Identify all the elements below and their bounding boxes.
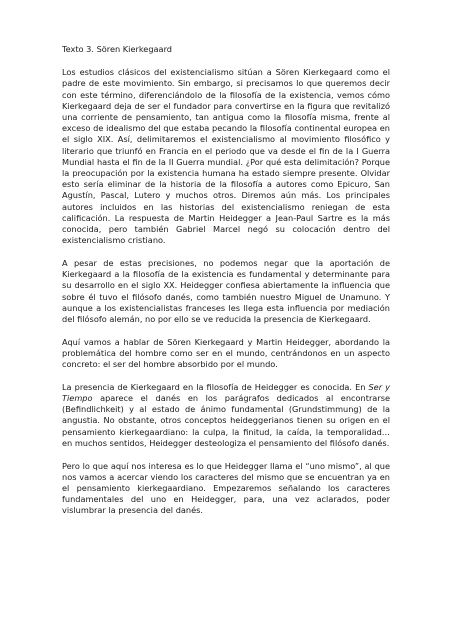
paragraph-1 bbox=[62, 67, 390, 246]
paragraph-text: A pesar de estas precisiones, no podemos negar que la aportación de Kierkegaard a la filosofía de la existencia es fundamental y determinante para su desarrollo en el siglo XX. Heidegger confiesa abiertamente la influencia que sobre él tuvo el filósofo danés, como también nuestro Miguel de Unamuno. Y aunque a los existencialistas franceses les llega esta influencia por mediación del filósofo alemán, no por ello se ve reducida la presencia de Kierkegaard. bbox=[62, 257, 390, 324]
paragraph-text: Pero lo que aquí nos interesa es lo que Heidegger llama el “uno mismo”, al que nos vamos a acercar viendo los caracteres del mismo que se encuentran ya en el pensamiento kierkegaardiano. Empezaremos señalando los caracteres fundamentales del uno en Heidegger, para, una vez aclarados, poder vislumbrar la presencia del danés. bbox=[62, 460, 390, 516]
document-body bbox=[62, 44, 390, 528]
paragraph-text: Aquí vamos a hablar de Sören Kierkegaard y Martin Heidegger, abordando la problemática del hombre como ser en el mundo, centrándonos en un aspecto concreto: el ser del hombre absorbido por el mundo. bbox=[62, 336, 390, 370]
paragraph-text: aparece el danés en los parágrafos dedicados al encontrarse (Befindlichkeit) y al estado de ánimo fundamental (Grundstimmung) de la angustia. No obstante, otros conceptos heideggerianos tienen su origen en el pensamiento kierkegaardiano: la culpa, la finitud, la caída, la temporalidad… en muchos sentidos, Heidegger desteologiza el pensamiento del filósofo danés. bbox=[62, 392, 390, 448]
paragraph-3 bbox=[62, 337, 390, 371]
paragraph-2 bbox=[62, 258, 390, 325]
paragraph-5 bbox=[62, 461, 390, 517]
paragraph-4 bbox=[62, 382, 390, 449]
document-title: Texto 3. Sören Kierkegaard bbox=[62, 44, 172, 54]
paragraph-text: La presencia de Kierkegaard en la filosofía de Heidegger es conocida. En bbox=[62, 381, 369, 392]
paragraph-text: Los estudios clásicos del existencialismo sitúan a Sören Kierkegaard como el padre de este movimiento. Sin embargo, si precisamos lo que queremos decir con este término, diferenciándolo de la filosofía de la existencia, vemos cómo Kierkegaard deja de ser el fundador para convertirse en la figura que revitalizó una corriente de pensamiento, tan antigua como la filosofía misma, frente al exceso de idealismo del que estaba pecando la filosofía continental europea en el siglo XIX. Así, delimitaremos el existencialismo al movimiento filosófico y literario que triunfó en Francia en el periodo que va desde el fin de la I Guerra Mundial hasta el fin de la II Guerra mundial. ¿Por qué esta delimitación? Porque la preocupación por la existencia humana ha estado siempre presente. Olvidar esto sería eliminar de la historia de la filosofía a autores como Epicuro, San Agustín, Pascal, Lutero y muchos otros. Diremos aún más. Los principales autores incluidos en las historias del existencialismo reniegan de esta calificación. La respuesta de Martin Heidegger a Jean-Paul Sartre es la más conocida, pero también Gabriel Marcel negó su colocación dentro del existencialismo cristiano. bbox=[62, 67, 390, 246]
book-title-italic: Ser y Tiempo bbox=[62, 381, 390, 403]
